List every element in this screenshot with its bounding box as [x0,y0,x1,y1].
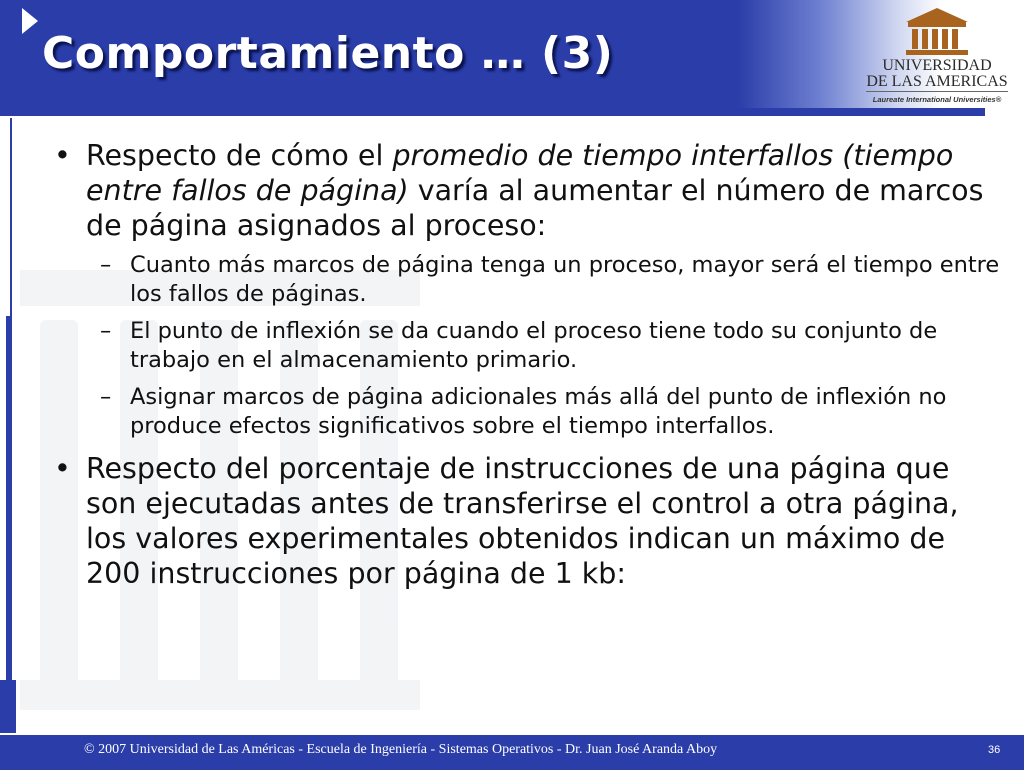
sub-bullet-text: Asignar marcos de página adicionales más allá del punto de inflexión no produce efectos significativos sobre el tiempo interfallos. [130,384,947,439]
footer-copyright: © 2007 Universidad de Las Américas - Escuela de Ingeniería - Sistemas Operativos - Dr. Juan José Aranda Aboy [84,742,718,757]
bullet-text-italic: promedio de tiempo interfallos (tiempo entre fallos de página) [86,139,954,207]
bullet-item [50,451,1000,591]
bullet-text: Respecto del porcentaje de instrucciones de una página que son ejecutadas antes de transferirse el control a otra página, los valores experimentales obtenidos indican un máximo de 200 instrucciones por página de 1 kb: [86,452,959,590]
sub-bullet-marker: – [100,318,112,344]
left-accent-line [10,118,12,733]
sub-bullet-item [86,251,1000,309]
university-logo [862,6,1012,106]
sub-bullet-item [86,383,1000,441]
sub-bullet-marker: – [100,384,112,410]
slide-footer [0,733,1024,770]
bullet-text: varía al aumentar el número de marcos de página asignados al proceso: [86,174,984,242]
page-number: 36 [988,744,1001,756]
bullet-marker: • [54,452,71,485]
logo-text-university: UNIVERSIDAD [882,57,992,74]
bullet-item [50,138,1000,243]
left-accent-bar [6,316,10,733]
university-building-icon [900,6,974,56]
slide-content [50,138,1000,591]
sub-bullet-text: El punto de inflexión se da cuando el proceso tiene todo su conjunto de trabajo en el almacenamiento primario. [130,318,938,373]
logo-divider [866,91,1008,92]
bullet-text: Respecto de cómo el [86,139,393,172]
logo-text-americas: DE LAS AMERICAS [866,73,1008,90]
slide-title: Comportamiento … (3) [42,28,614,79]
header-divider [0,108,985,116]
sub-bullet-marker: – [100,252,112,278]
triangle-right-icon [22,8,38,34]
left-accent-block [0,680,16,733]
sub-bullet-text: Cuanto más marcos de página tenga un proceso, mayor será el tiempo entre los fallos de páginas. [130,252,1000,307]
logo-tagline: Laureate International Universities® [872,95,1002,104]
sub-bullet-item [86,317,1000,375]
bullet-marker: • [54,139,71,172]
